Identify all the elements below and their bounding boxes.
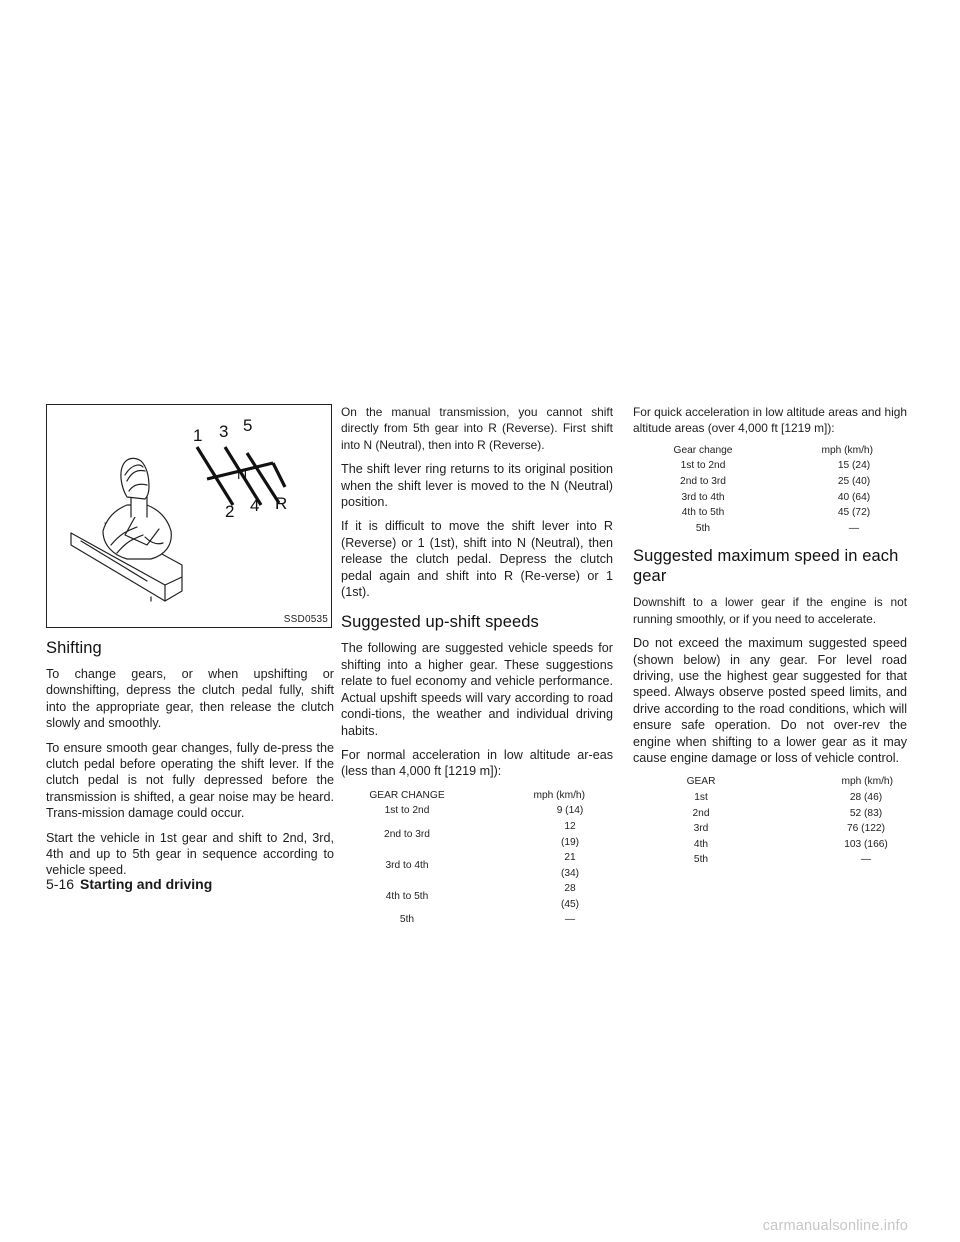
column-left	[46, 404, 334, 887]
table-row	[663, 521, 873, 537]
table-row	[359, 819, 585, 850]
watermark: carmanualsonline.info	[762, 1218, 908, 1234]
table-cell: 40 (64)	[837, 491, 871, 503]
table-cell: 3rd	[693, 823, 709, 835]
table-cell: 5th	[693, 854, 709, 866]
max-speed-heading: Suggested maximum speed in each gear	[633, 547, 899, 586]
gear-label-n: N	[237, 466, 248, 482]
table-cell: 3rd to 4th	[681, 491, 725, 503]
table-cell: —	[860, 854, 872, 866]
page-number: 5-16	[46, 876, 75, 892]
table-row	[663, 806, 893, 822]
table-row	[663, 505, 873, 521]
figure-code: SSD0535	[283, 614, 328, 625]
table-cell: 103 (166)	[844, 838, 888, 850]
table-header-row	[663, 443, 873, 459]
gear-label-5: 5	[243, 416, 253, 435]
table-cell: —	[564, 914, 576, 926]
column-right	[633, 404, 907, 868]
gear-label-r: R	[275, 494, 288, 513]
table-row	[359, 850, 585, 881]
table-cell: 28 (45)	[560, 883, 580, 910]
table-cell: 2nd	[692, 807, 710, 819]
section-title: Starting and driving	[80, 876, 213, 892]
table-row	[359, 881, 585, 912]
gear-label-3: 3	[219, 422, 229, 441]
table-cell: —	[848, 522, 860, 534]
table-cell: 15 (24)	[837, 460, 871, 472]
table-cell: 4th	[693, 838, 709, 850]
table-cell: 5th	[695, 522, 711, 534]
table-cell: 28 (46)	[849, 792, 883, 804]
gear-label-1: 1	[193, 426, 203, 445]
table-header-row	[359, 788, 585, 804]
shift-lever-illustration	[47, 405, 333, 629]
upshift-heading: Suggested up-shift speeds	[341, 613, 539, 632]
table-row	[663, 821, 893, 837]
table-cell: 1st to 2nd	[384, 805, 430, 817]
table-header-speed: mph (km/h)	[821, 444, 873, 456]
table-cell: 76 (122)	[847, 823, 885, 835]
page-footer	[46, 876, 212, 892]
shifting-heading: Shifting	[46, 639, 102, 657]
gear-label-2: 2	[225, 502, 235, 521]
max-speed-table	[663, 774, 893, 868]
table-cell: 45 (72)	[837, 507, 871, 519]
table-header-row	[663, 774, 893, 790]
upshift-paragraph-1: The following are suggested vehicle speeds for shifting into a higher gear. These suggestions relate to fuel economy and vehicle performance. Actual upshift speeds will vary according to road condi-tions, the weather and individual driving habits.	[341, 641, 613, 738]
reverse-paragraph-2: The shift lever ring returns to its original position when the shift lever is moved to the N (Neutral) position.	[341, 462, 613, 510]
quick-acceleration-table	[663, 443, 873, 537]
reverse-paragraph-3: If it is difficult to move the shift lever into R (Reverse) or 1 (1st), shift into N (Neutral), then release the clutch pedal. Depress the clutch pedal again and shift into R (Re-verse) or 1 (1st).	[341, 519, 613, 600]
table-header-gear-change: Gear change	[673, 444, 733, 456]
shifting-paragraph-3: Start the vehicle in 1st gear and shift to 2nd, 3rd, 4th and up to 5th gear in sequence according to vehicle speed.	[46, 830, 334, 878]
table-row	[663, 852, 893, 868]
table-row	[663, 490, 873, 506]
column-middle	[341, 404, 613, 928]
table-cell: 2nd to 3rd	[384, 828, 430, 840]
table-row	[359, 912, 585, 928]
reverse-paragraph-1: On the manual transmission, you cannot shift directly from 5th gear into R (Reverse). First shift into N (Neutral), then into R (Reverse).	[341, 405, 613, 452]
table-header-gear-change: GEAR CHANGE	[369, 789, 445, 801]
shifting-paragraph-2: To ensure smooth gear changes, fully de-press the clutch pedal before operating the shift lever. If the clutch pedal is not fully depressed before the transmission is shifted, a gear noise may be heard. Trans-mission damage could occur.	[46, 740, 334, 821]
table-cell: 21 (34)	[560, 852, 580, 879]
table-row	[663, 790, 893, 806]
max-speed-paragraph-1: Downshift to a lower gear if the engine is not running smoothly, or if you need to accelerate.	[633, 595, 907, 626]
table-row	[359, 803, 585, 819]
table-cell: 2nd to 3rd	[680, 476, 726, 487]
max-speed-paragraph-2: Do not exceed the maximum suggested speed (shown below) in any gear. For level road driving, use the highest gear suggested for that speed. Always observe posted speed limits, and drive according to the road conditions, which will ensure safe operation. Do not over-rev the engine when shifting to a lower gear as it may cause engine damage or loss of vehicle control.	[633, 636, 907, 766]
table-cell: 12 (19)	[560, 820, 580, 848]
table-header-speed: mph (km/h)	[533, 789, 585, 801]
table-row	[663, 474, 873, 490]
table-cell: 1st	[694, 792, 708, 804]
table-cell: 4th to 5th	[681, 507, 725, 519]
table-cell: 25 (40)	[837, 476, 871, 487]
table-header-speed: mph (km/h)	[841, 776, 893, 788]
table-row	[663, 458, 873, 474]
table-cell: 3rd to 4th	[385, 859, 429, 871]
shift-pattern-figure	[46, 404, 332, 628]
table-cell: 5th	[399, 914, 415, 926]
quick-acceleration-paragraph: For quick acceleration in low altitude areas and high altitude areas (over 4,000 ft [1219 m]):	[633, 405, 907, 436]
normal-acceleration-table	[359, 788, 585, 928]
table-cell: 4th to 5th	[385, 891, 429, 903]
table-header-gear: GEAR	[686, 776, 716, 788]
table-cell: 1st to 2nd	[680, 460, 726, 472]
gear-label-4: 4	[250, 496, 260, 515]
table-cell: 52 (83)	[849, 807, 883, 819]
shifting-paragraph-1: To change gears, or when upshifting or downshifting, depress the clutch pedal fully, shift into the appropriate gear, then release the clutch slowly and smoothly.	[46, 667, 334, 731]
table-row	[663, 837, 893, 853]
table-cell: 9 (14)	[556, 805, 584, 817]
upshift-paragraph-2: For normal acceleration in low altitude ar-eas (less than 4,000 ft [1219 m]):	[341, 747, 613, 779]
